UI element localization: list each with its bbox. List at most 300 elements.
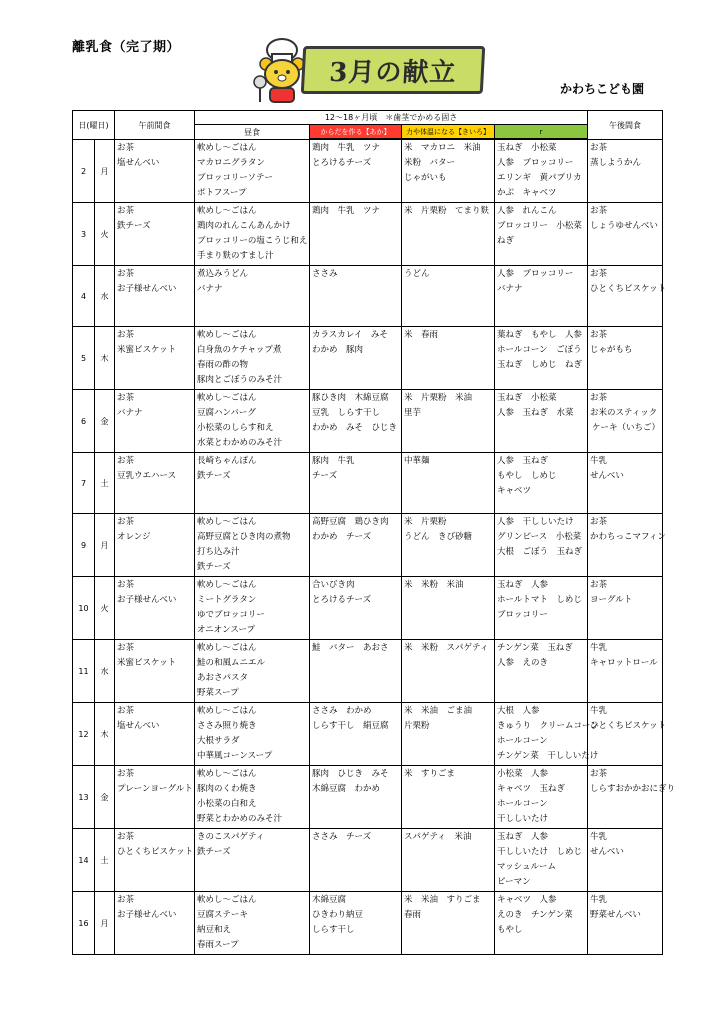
red-group-cell — [310, 514, 402, 577]
day-date: 7 — [73, 453, 95, 514]
table-row — [73, 766, 663, 829]
pm-snack-cell-line: 蒸しようかん — [590, 158, 642, 168]
day-date: 2 — [73, 140, 95, 203]
pm-snack-cell-line: 牛乳 — [590, 706, 608, 716]
green-group-cell-line: 干ししいたけ しめじ — [497, 847, 583, 857]
lunch-cell — [195, 703, 310, 766]
am-snack-cell — [115, 703, 195, 766]
lunch-cell-line: 納豆和え — [197, 925, 232, 935]
am-snack-cell-line: バナナ — [117, 408, 143, 418]
am-snack-cell-line: 米蜜ビスケット — [117, 658, 177, 668]
green-group-cell-line: もやし しめじ — [497, 471, 557, 481]
green-group-cell-line: ホールコーン — [497, 736, 548, 746]
yellow-group-cell-line: 米 片栗粉 — [404, 517, 447, 527]
red-group-cell — [310, 327, 402, 390]
lunch-cell-line: 野菜スープ — [197, 688, 239, 698]
lunch-cell-line: 豆腐ハンバーグ — [197, 408, 256, 418]
pm-snack-cell-line: じゃがもち — [590, 345, 633, 355]
yellow-group-cell — [402, 829, 495, 892]
am-snack-cell-line: 鉄チーズ — [117, 221, 151, 231]
green-group-cell-line: 玉ねぎ 人参 — [497, 580, 549, 590]
lunch-cell-line: 鉄チーズ — [197, 562, 231, 572]
pm-snack-cell — [588, 577, 663, 640]
pm-snack-cell-line: お茶 — [590, 769, 608, 779]
red-group-cell-line: 合いびき肉 — [312, 580, 355, 590]
lunch-cell-line: バナナ — [197, 284, 223, 294]
header-lunch: 昼食 — [195, 125, 310, 140]
day-weekday: 木 — [95, 327, 115, 390]
day-date: 6 — [73, 390, 95, 453]
yellow-group-cell-line: うどん — [404, 269, 430, 279]
lunch-cell-line: 春雨の酢の物 — [197, 360, 249, 370]
pm-snack-cell-line: お茶 — [590, 206, 608, 216]
am-snack-cell-line: お茶 — [117, 643, 135, 653]
red-group-cell — [310, 892, 402, 955]
day-date: 14 — [73, 829, 95, 892]
green-group-cell-line: 人参 ブロッコリー — [497, 158, 574, 168]
lunch-cell-line: 長崎ちゃんぽん — [197, 456, 257, 466]
lunch-cell-line: オニオンスープ — [197, 625, 256, 635]
day-date: 5 — [73, 327, 95, 390]
yellow-group-cell-line: 里芋 — [404, 408, 422, 418]
green-group-cell-line: ホールコーン — [497, 799, 548, 809]
am-snack-cell — [115, 514, 195, 577]
day-weekday: 木 — [95, 703, 115, 766]
lunch-cell-line: 軟めし～ごはん — [197, 580, 257, 590]
lunch-cell — [195, 829, 310, 892]
header-yellow-group: 力や体温になる【きいろ】 — [402, 125, 495, 139]
green-group-cell-line: きゅうり クリームコーン — [497, 721, 599, 731]
yellow-group-cell — [402, 390, 495, 453]
lunch-cell-line: 小松菜の白和え — [197, 799, 257, 809]
table-row — [73, 266, 663, 327]
lunch-cell-line: 春雨スープ — [197, 940, 239, 950]
lunch-cell-line: 鶏肉のれんこんあんかけ — [197, 221, 291, 231]
green-group-cell-line: マッシュルーム — [497, 862, 556, 872]
am-snack-cell — [115, 140, 195, 203]
am-snack-cell-line: 米蜜ビスケット — [117, 345, 177, 355]
day-date: 3 — [73, 203, 95, 266]
pm-snack-cell-line: お茶 — [590, 330, 608, 340]
pm-snack-cell-line: せんべい — [590, 471, 624, 481]
am-snack-cell-line: ひとくちビスケット — [117, 847, 194, 857]
green-group-cell-line: チンゲン菜 玉ねぎ — [497, 643, 573, 653]
pm-snack-cell — [588, 140, 663, 203]
day-weekday: 水 — [95, 640, 115, 703]
red-group-cell-line: わかめ チーズ — [312, 532, 372, 542]
yellow-group-cell — [402, 453, 495, 514]
pm-snack-cell — [588, 703, 667, 766]
lunch-cell-line: 中華風コーンスープ — [197, 751, 273, 761]
lunch-cell — [195, 640, 310, 703]
red-group-cell — [310, 829, 402, 892]
yellow-group-cell — [402, 203, 495, 266]
green-group-cell — [495, 829, 588, 892]
am-snack-cell-line: お茶 — [117, 206, 135, 216]
day-date: 11 — [73, 640, 95, 703]
green-group-cell-line: 人参 玉ねぎ — [497, 456, 549, 466]
yellow-group-cell — [402, 703, 495, 766]
red-group-cell — [310, 453, 402, 514]
green-group-cell-line: チンゲン菜 干ししいたけ — [497, 751, 599, 761]
am-snack-cell — [115, 829, 195, 892]
table-row — [73, 140, 663, 203]
pm-snack-cell — [588, 892, 663, 955]
yellow-group-cell-line: 片栗粉 — [404, 721, 430, 731]
table-row — [73, 703, 663, 766]
yellow-group-cell-line: 春雨 — [404, 910, 422, 920]
lunch-cell-line: 野菜とわかめのみそ汁 — [197, 814, 283, 824]
menu-table — [72, 110, 676, 955]
pm-snack-cell-line: かわちっこマフィン — [590, 532, 666, 542]
lunch-cell-line: 豚肉とごぼうのみそ汁 — [197, 375, 283, 385]
am-snack-cell — [115, 640, 195, 703]
yellow-group-cell-line: じゃがいも — [404, 173, 447, 183]
day-weekday: 火 — [95, 577, 115, 640]
am-snack-cell — [115, 390, 195, 453]
red-group-cell — [310, 766, 402, 829]
green-group-cell-line: ホールコーン ごぼう — [497, 345, 582, 355]
lunch-cell-line: 軟めし～ごはん — [197, 706, 257, 716]
lunch-cell-line: 豚肉のくわ焼き — [197, 784, 257, 794]
pm-snack-cell — [588, 390, 663, 453]
green-group-cell-line: キャベツ — [497, 486, 532, 496]
lunch-cell — [195, 453, 310, 514]
am-snack-cell-line: お茶 — [117, 517, 135, 527]
pm-snack-cell-line: お茶 — [590, 517, 608, 527]
lunch-cell-line: 軟めし～ごはん — [197, 330, 257, 340]
red-group-cell-line: ひきわり納豆 — [312, 910, 364, 920]
green-group-cell-line: 干ししいたけ — [497, 814, 549, 824]
green-group-cell-line: もやし — [497, 925, 523, 935]
yellow-group-cell-line: うどん きび砂糖 — [404, 532, 473, 542]
pm-snack-cell — [588, 203, 663, 266]
yellow-group-cell-line: 米 片栗粉 てまり麩 — [404, 206, 490, 216]
am-snack-cell-line: お子様せんべい — [117, 910, 177, 920]
am-snack-cell-line: お茶 — [117, 580, 135, 590]
lunch-cell — [195, 327, 310, 390]
pm-snack-cell-line: しらすおかかおにぎり — [590, 784, 676, 794]
am-snack-cell — [115, 766, 195, 829]
lunch-cell-line: ささみ照り焼き — [197, 721, 257, 731]
lunch-cell-line: 豆腐ステーキ — [197, 910, 248, 920]
lunch-cell-line: ブロッコリーソテー — [197, 173, 273, 183]
yellow-group-cell — [402, 577, 495, 640]
lunch-cell-line: 軟めし～ごはん — [197, 393, 257, 403]
green-group-cell-line: 玉ねぎ しめじ ねぎ — [497, 360, 583, 370]
header-pm-snack: 午後間食 — [588, 111, 663, 140]
green-group-cell-line: えのき チンゲン菜 — [497, 910, 573, 920]
am-snack-cell-line: お子様せんべい — [117, 284, 177, 294]
green-group-cell — [495, 203, 588, 266]
yellow-group-cell-line: 米粉 バター — [404, 158, 456, 168]
pm-snack-cell — [588, 829, 663, 892]
green-group-cell-line: ホールトマト しめじ — [497, 595, 582, 605]
yellow-group-cell — [402, 640, 495, 703]
day-date: 13 — [73, 766, 95, 829]
am-snack-cell-line: プレーンヨーグルト — [117, 784, 193, 794]
am-snack-cell-line: お茶 — [117, 393, 135, 403]
table-row — [73, 640, 663, 703]
am-snack-cell-line: オレンジ — [117, 532, 151, 542]
lunch-cell-line: あおさパスタ — [197, 673, 249, 683]
green-group-cell-line: キャベツ 玉ねぎ — [497, 784, 566, 794]
school-name: かわちこども園 — [560, 82, 645, 96]
lunch-cell-line: 鮭の和風ムニエル — [197, 658, 266, 668]
green-group-cell-line: ブロッコリー 小松菜 — [497, 221, 582, 231]
green-group-cell — [495, 453, 588, 514]
red-group-cell-line: ささみ — [312, 269, 338, 279]
lunch-cell-line: 高野豆腐とひき肉の煮物 — [197, 532, 291, 542]
red-group-cell-line: 豚肉 牛乳 — [312, 456, 355, 466]
day-date: 10 — [73, 577, 95, 640]
lunch-cell — [195, 140, 310, 203]
pm-snack-cell-line: 野菜せんべい — [590, 910, 641, 920]
am-snack-cell-line: お茶 — [117, 143, 135, 153]
red-group-cell — [310, 266, 402, 327]
day-weekday: 月 — [95, 892, 115, 955]
day-weekday: 土 — [95, 453, 115, 514]
day-date: 4 — [73, 266, 95, 327]
red-group-cell-line: わかめ みそ ひじき — [312, 423, 398, 433]
red-group-cell-line: しらす干し — [312, 925, 355, 935]
green-group-cell-line: 人参 干ししいたけ — [497, 517, 574, 527]
am-snack-cell-line: 塩せんべい — [117, 721, 160, 731]
lunch-cell — [195, 766, 310, 829]
title-banner — [252, 36, 492, 106]
red-group-cell-line: 木綿豆腐 わかめ — [312, 784, 381, 794]
am-snack-cell-line: お茶 — [117, 269, 135, 279]
table-row — [73, 514, 663, 577]
lunch-cell — [195, 203, 310, 266]
green-group-cell-line: 玉ねぎ 人参 — [497, 832, 549, 842]
am-snack-cell-line: お茶 — [117, 769, 135, 779]
yellow-group-cell-line: 米 米油 ごま油 — [404, 706, 473, 716]
red-group-cell-line: 豆乳 しらす干し — [312, 408, 381, 418]
document-title: 離乳食（完了期） — [72, 40, 181, 55]
pm-snack-cell-line: ケーキ（いちご） — [592, 423, 661, 433]
pm-snack-cell — [588, 266, 667, 327]
lunch-cell-line: 打ち込み汁 — [197, 547, 240, 557]
day-date: 16 — [73, 892, 95, 955]
am-snack-cell — [115, 892, 195, 955]
lunch-cell-line: 白身魚のケチャップ煮 — [197, 345, 282, 355]
red-group-cell-line: ささみ わかめ — [312, 706, 372, 716]
red-group-cell-line: とろけるチーズ — [312, 158, 372, 168]
pm-snack-cell-line: キャロットロール — [590, 658, 658, 668]
red-group-cell — [310, 577, 402, 640]
am-snack-cell — [115, 577, 195, 640]
red-group-cell-line: 鶏肉 牛乳 ツナ — [312, 143, 381, 153]
header-age-group: 12～18ヶ月頃 ＊歯茎でかめる固さ — [195, 111, 588, 125]
green-group-cell — [495, 327, 588, 390]
am-snack-cell — [115, 453, 195, 514]
header-date: 日(曜日) — [73, 111, 115, 140]
table-row — [73, 892, 663, 955]
am-snack-cell — [115, 327, 195, 390]
red-group-cell-line: しらす干し 絹豆腐 — [312, 721, 389, 731]
yellow-group-cell — [402, 327, 495, 390]
lunch-cell — [195, 892, 310, 955]
lunch-cell-line: 小松菜のしらす和え — [197, 423, 274, 433]
pm-snack-cell-line: ヨーグルト — [590, 595, 633, 605]
green-group-cell-line: 小松菜 人参 — [497, 769, 549, 779]
table-row — [73, 390, 663, 453]
red-group-cell-line: とろけるチーズ — [312, 595, 372, 605]
red-group-cell-line: 豚ひき肉 木綿豆腐 — [312, 393, 389, 403]
green-group-cell-line: キャベツ 人参 — [497, 895, 557, 905]
green-group-cell-line: バナナ — [497, 284, 523, 294]
day-date: 9 — [73, 514, 95, 577]
yellow-group-cell-line: 米 春雨 — [404, 330, 439, 340]
green-group-cell-line: ブロッコリー — [497, 610, 548, 620]
pm-snack-cell — [588, 327, 663, 390]
green-group-cell-line: ねぎ — [497, 236, 515, 246]
table-row — [73, 577, 663, 640]
lunch-cell-line: 軟めし～ごはん — [197, 206, 257, 216]
lunch-cell-line: 鉄チーズ — [197, 471, 231, 481]
pm-snack-cell-line: ひとくちビスケット — [590, 721, 667, 731]
am-snack-cell — [115, 203, 195, 266]
green-group-cell — [495, 577, 588, 640]
day-weekday: 月 — [95, 514, 115, 577]
am-snack-cell-line: お子様せんべい — [117, 595, 177, 605]
day-weekday: 金 — [95, 766, 115, 829]
banner-box — [301, 46, 486, 94]
pm-snack-cell — [588, 514, 666, 577]
yellow-group-cell — [402, 514, 495, 577]
green-group-cell — [495, 640, 588, 703]
header-red-group: からだを作る【あか】 — [310, 125, 402, 139]
lunch-cell-line: 軟めし～ごはん — [197, 769, 257, 779]
red-group-cell-line: 鮭 バター あおさ — [312, 643, 389, 653]
pm-snack-cell-line: お茶 — [590, 393, 608, 403]
am-snack-cell — [115, 266, 195, 327]
pm-snack-cell-line: 牛乳 — [590, 895, 608, 905]
pm-snack-cell-line: ひとくちビスケット — [590, 284, 667, 294]
yellow-group-cell — [402, 892, 495, 955]
green-group-cell-line: ピーマン — [497, 877, 531, 887]
am-snack-cell-line: 塩せんべい — [117, 158, 160, 168]
day-weekday: 月 — [95, 140, 115, 203]
lunch-cell-line: マカロニグラタン — [197, 158, 265, 168]
lunch-cell-line: 手まり麩のすまし汁 — [197, 251, 274, 261]
am-snack-cell-line: お茶 — [117, 330, 135, 340]
red-group-cell-line: 高野豆腐 鶏ひき肉 — [312, 517, 389, 527]
am-snack-cell-line: 豆乳ウエハース — [117, 471, 177, 481]
lunch-cell — [195, 390, 310, 453]
yellow-group-cell-line: 米 米粉 米油 — [404, 580, 464, 590]
red-group-cell-line: 木綿豆腐 — [312, 895, 347, 905]
green-group-cell-line: 人参 れんこん — [497, 206, 557, 216]
green-group-cell — [495, 766, 588, 829]
yellow-group-cell-line: 米 片栗粉 米油 — [404, 393, 473, 403]
lunch-cell-line: 水菜とわかめのみそ汁 — [197, 438, 283, 448]
pm-snack-cell — [588, 453, 663, 514]
pm-snack-cell-line: 牛乳 — [590, 832, 608, 842]
table-row — [73, 327, 663, 390]
am-snack-cell-line: お茶 — [117, 706, 135, 716]
lunch-cell-line: 軟めし～ごはん — [197, 517, 257, 527]
lunch-cell-line: 煮込みうどん — [197, 269, 249, 279]
table-row — [73, 453, 663, 514]
green-group-cell-line: 人参 玉ねぎ 水菜 — [497, 408, 574, 418]
am-snack-cell-line: お茶 — [117, 456, 135, 466]
green-group-cell — [495, 140, 588, 203]
red-group-cell-line: わかめ 豚肉 — [312, 345, 364, 355]
red-group-cell-line: 鶏肉 牛乳 ツナ — [312, 206, 381, 216]
pm-snack-cell-line: お茶 — [590, 269, 608, 279]
green-group-cell-line: 玉ねぎ 小松菜 — [497, 143, 557, 153]
green-group-cell-line: 大根 ごぼう 玉ねぎ — [497, 547, 583, 557]
green-group-cell-line: 人参 えのき — [497, 658, 549, 668]
day-weekday: 水 — [95, 266, 115, 327]
red-group-cell — [310, 703, 402, 766]
am-snack-cell-line: お茶 — [117, 832, 135, 842]
green-group-cell-line: 人参 ブロッコリー — [497, 269, 574, 279]
yellow-group-cell — [402, 266, 495, 327]
pm-snack-cell-line: 牛乳 — [590, 643, 608, 653]
header-am-snack: 午前間食 — [115, 111, 195, 140]
banner-text: 3月の献立 — [328, 57, 458, 88]
red-group-cell — [310, 390, 402, 453]
yellow-group-cell-line: 米 マカロニ 米油 — [404, 143, 481, 153]
yellow-group-cell-line: スパゲティ 米油 — [404, 832, 472, 842]
pm-snack-cell-line: お茶 — [590, 580, 608, 590]
red-group-cell-line: カラスカレイ みそ — [312, 330, 388, 340]
day-weekday: 金 — [95, 390, 115, 453]
red-group-cell-line: 豚肉 ひじき みそ — [312, 769, 389, 779]
yellow-group-cell-line: 米 米油 すりごま — [404, 895, 481, 905]
lunch-cell-line: 大根サラダ — [197, 736, 240, 746]
green-group-cell — [495, 892, 588, 955]
green-group-cell — [495, 266, 588, 327]
table-row — [73, 203, 663, 266]
lunch-cell-line: きのこスパゲティ — [197, 832, 265, 842]
pm-snack-cell-line: お米のスティック — [590, 408, 658, 418]
lunch-cell-line: 鉄チーズ — [197, 847, 231, 857]
day-weekday: 土 — [95, 829, 115, 892]
green-group-cell-line: かぶ キャベツ — [497, 188, 557, 198]
lunch-cell-line: 軟めし～ごはん — [197, 643, 257, 653]
lunch-cell-line: ブロッコリーの塩こうじ和え — [197, 236, 308, 246]
lunch-cell-line: 軟めし～ごはん — [197, 143, 257, 153]
lunch-cell-line: ポトフスープ — [197, 188, 247, 198]
yellow-group-cell-line: 米 すりごま — [404, 769, 456, 779]
pm-snack-cell — [588, 766, 676, 829]
green-group-cell-line: エリンギ 黄パプリカ — [497, 173, 582, 183]
lunch-cell-line: ゆでブロッコリー — [197, 610, 265, 620]
header-green-group: r — [495, 125, 588, 139]
yellow-group-cell-line: 中華麺 — [404, 456, 430, 466]
pm-snack-cell — [588, 640, 663, 703]
yellow-group-cell — [402, 140, 495, 203]
yellow-group-cell-line: 米 米粉 スパゲティ — [404, 643, 489, 653]
green-group-cell-line: 葉ねぎ もやし 人参 — [497, 330, 583, 340]
red-group-cell — [310, 203, 402, 266]
green-group-cell — [495, 514, 588, 577]
green-group-cell-line: 大根 人参 — [497, 706, 540, 716]
table-row — [73, 829, 663, 892]
pm-snack-cell-line: しょうゆせんべい — [590, 221, 658, 231]
lunch-cell-line: 軟めし～ごはん — [197, 895, 257, 905]
green-group-cell-line: 玉ねぎ 小松菜 — [497, 393, 557, 403]
green-group-cell-line: グリンピース 小松菜 — [497, 532, 582, 542]
lunch-cell — [195, 577, 310, 640]
red-group-cell — [310, 140, 402, 203]
red-group-cell-line: ささみ チーズ — [312, 832, 372, 842]
pm-snack-cell-line: お茶 — [590, 143, 608, 153]
